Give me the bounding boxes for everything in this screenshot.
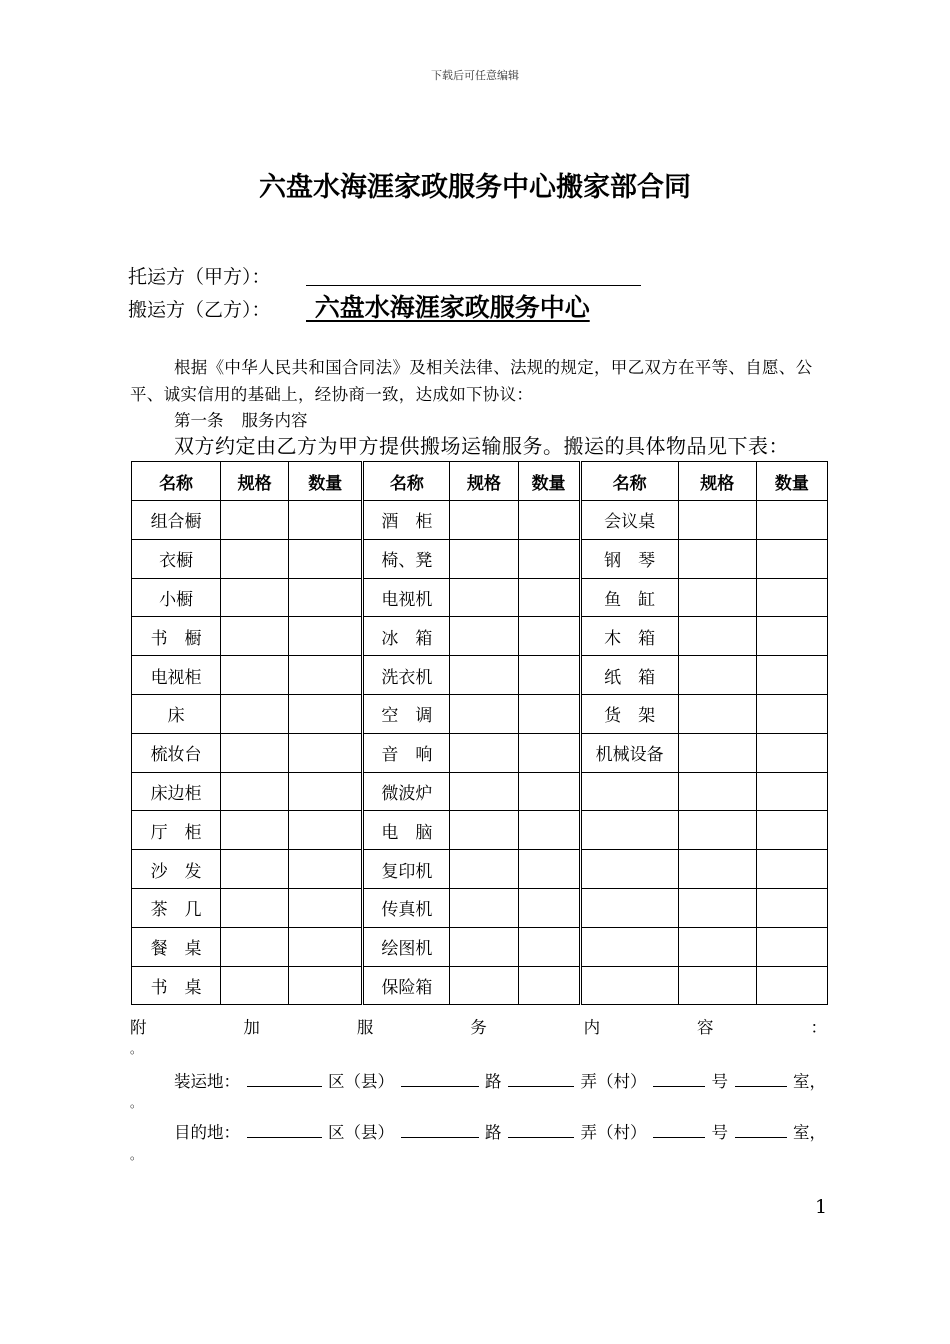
table-row <box>132 501 828 540</box>
item-name-cell: 微波炉 <box>363 772 450 811</box>
item-qty-cell[interactable] <box>289 694 363 733</box>
item-qty-cell[interactable] <box>518 501 580 540</box>
item-spec-cell[interactable] <box>678 927 756 966</box>
table-row <box>132 850 828 889</box>
agreement-text: 双方约定由乙方为甲方提供搬场运输服务。搬运的具体物品见下表： <box>174 434 789 458</box>
col-header: 数量 <box>518 462 580 501</box>
item-name-cell: 床边柜 <box>132 772 221 811</box>
item-name-cell: 梳妆台 <box>132 733 221 772</box>
party-b-label: 搬运方（乙方）： <box>128 299 271 321</box>
col-header: 数量 <box>756 462 827 501</box>
item-qty-cell[interactable] <box>756 656 827 695</box>
period-mark: 。 <box>130 1148 143 1162</box>
item-spec-cell[interactable] <box>678 501 756 540</box>
item-name-cell: 小橱 <box>132 578 221 617</box>
table-row <box>132 694 828 733</box>
item-qty-cell[interactable] <box>289 578 363 617</box>
item-spec-cell[interactable] <box>450 927 518 966</box>
item-spec-cell[interactable] <box>678 888 756 927</box>
table-row <box>132 927 828 966</box>
item-qty-cell[interactable] <box>518 811 580 850</box>
item-qty-cell[interactable] <box>518 850 580 889</box>
col-header: 名称 <box>580 462 678 501</box>
extra-char: 内 <box>583 1018 601 1037</box>
loading-district-label: 区（县） <box>328 1072 394 1091</box>
page-number: 1 <box>815 1196 828 1218</box>
page-title: 六盘水海涯家政服务中心搬家部合同 <box>259 172 691 203</box>
extra-char: ： <box>810 1018 827 1037</box>
item-qty-cell[interactable] <box>756 694 827 733</box>
item-name-cell: 空 调 <box>363 694 450 733</box>
article-1-number: 第一条 <box>174 411 224 430</box>
item-name-cell: 书 桌 <box>132 966 221 1005</box>
item-name-cell <box>580 811 678 850</box>
item-name-cell: 钢 琴 <box>580 539 678 578</box>
item-qty-cell[interactable] <box>756 772 827 811</box>
loading-number-label: 号 <box>711 1072 728 1091</box>
intro-paragraph: 根据《中华人民共和国合同法》及相关法律、法规的规定，甲乙双方在平等、自愿、公平、诚实信用的基础上，经协商一致，达成如下协议： <box>130 358 813 404</box>
item-qty-cell[interactable] <box>289 656 363 695</box>
extra-char: 务 <box>470 1018 487 1037</box>
period-mark: 。 <box>130 1042 143 1056</box>
item-spec-cell[interactable] <box>678 850 756 889</box>
col-header: 规格 <box>678 462 756 501</box>
item-name-cell: 复印机 <box>363 850 450 889</box>
item-qty-cell[interactable] <box>518 888 580 927</box>
item-name-cell: 保险箱 <box>363 966 450 1005</box>
item-spec-cell[interactable] <box>221 501 289 540</box>
item-qty-cell[interactable] <box>289 966 363 1005</box>
loading-label: 装运地： <box>174 1072 240 1091</box>
destination-road-field[interactable] <box>401 1119 479 1138</box>
item-qty-cell[interactable] <box>756 617 827 656</box>
loading-number-field[interactable] <box>653 1068 705 1087</box>
item-qty-cell[interactable] <box>518 927 580 966</box>
loading-road-field[interactable] <box>401 1068 479 1087</box>
loading-room-field[interactable] <box>735 1068 787 1087</box>
extra-service-label <box>130 1014 827 1038</box>
item-qty-cell[interactable] <box>756 966 827 1005</box>
item-name-cell: 音 响 <box>363 733 450 772</box>
table-row <box>132 888 828 927</box>
item-spec-cell[interactable] <box>221 772 289 811</box>
item-name-cell <box>580 927 678 966</box>
period-mark: 。 <box>130 1096 143 1110</box>
extra-char: 加 <box>243 1018 260 1037</box>
item-name-cell: 厅 柜 <box>132 811 221 850</box>
item-spec-cell[interactable] <box>221 539 289 578</box>
item-qty-cell[interactable] <box>756 501 827 540</box>
item-name-cell: 电视柜 <box>132 656 221 695</box>
item-spec-cell[interactable] <box>450 850 518 889</box>
item-spec-cell[interactable] <box>221 888 289 927</box>
table-row <box>132 811 828 850</box>
item-spec-cell[interactable] <box>678 656 756 695</box>
item-name-cell <box>580 772 678 811</box>
item-spec-cell[interactable] <box>221 927 289 966</box>
table-row <box>132 966 828 1005</box>
table-row <box>132 772 828 811</box>
item-name-cell <box>580 888 678 927</box>
col-header: 规格 <box>450 462 518 501</box>
loading-room-label: 室， <box>793 1072 826 1091</box>
loading-lane-field[interactable] <box>508 1068 574 1087</box>
loading-lane-label: 弄（村） <box>580 1072 647 1091</box>
destination-room-field[interactable] <box>735 1119 787 1138</box>
extra-char: 服 <box>356 1018 374 1037</box>
item-spec-cell[interactable] <box>450 694 518 733</box>
destination-room-label: 室， <box>793 1123 826 1142</box>
col-header: 名称 <box>132 462 221 501</box>
item-name-cell <box>580 966 678 1005</box>
item-name-cell: 会议桌 <box>580 501 678 540</box>
col-header: 名称 <box>363 462 450 501</box>
item-name-cell: 茶 几 <box>132 888 221 927</box>
extra-char: 容 <box>697 1018 714 1037</box>
item-qty-cell[interactable] <box>518 617 580 656</box>
item-qty-cell[interactable] <box>289 501 363 540</box>
item-name-cell: 床 <box>132 694 221 733</box>
item-qty-cell[interactable] <box>756 733 827 772</box>
item-name-cell: 组合橱 <box>132 501 221 540</box>
extra-char: 附 <box>130 1018 147 1037</box>
item-spec-cell[interactable] <box>450 966 518 1005</box>
party-a-label: 托运方（甲方）： <box>128 266 271 288</box>
destination-number-label: 号 <box>711 1123 728 1142</box>
item-qty-cell[interactable] <box>289 811 363 850</box>
loading-district-field[interactable] <box>247 1068 322 1087</box>
item-name-cell: 椅、凳 <box>363 539 450 578</box>
item-spec-cell[interactable] <box>678 772 756 811</box>
item-name-cell: 货 架 <box>580 694 678 733</box>
item-spec-cell[interactable] <box>678 694 756 733</box>
item-name-cell: 餐 桌 <box>132 927 221 966</box>
item-spec-cell[interactable] <box>450 578 518 617</box>
item-spec-cell[interactable] <box>450 656 518 695</box>
col-header: 规格 <box>221 462 289 501</box>
destination-district-field[interactable] <box>247 1119 322 1138</box>
item-qty-cell[interactable] <box>756 811 827 850</box>
item-name-cell <box>580 850 678 889</box>
item-spec-cell[interactable] <box>450 501 518 540</box>
destination-label: 目的地： <box>174 1123 240 1142</box>
item-spec-cell[interactable] <box>678 539 756 578</box>
destination-district-label: 区（县） <box>328 1123 394 1142</box>
item-name-cell: 书 橱 <box>132 617 221 656</box>
item-name-cell: 电视机 <box>363 578 450 617</box>
table-row <box>132 539 828 578</box>
destination-number-field[interactable] <box>653 1119 705 1138</box>
item-qty-cell[interactable] <box>756 850 827 889</box>
item-qty-cell[interactable] <box>289 888 363 927</box>
item-name-cell: 洗衣机 <box>363 656 450 695</box>
loading-address <box>174 1068 826 1092</box>
item-name-cell: 衣橱 <box>132 539 221 578</box>
item-spec-cell[interactable] <box>221 966 289 1005</box>
item-qty-cell[interactable] <box>518 966 580 1005</box>
item-spec-cell[interactable] <box>450 539 518 578</box>
item-qty-cell[interactable] <box>756 539 827 578</box>
item-qty-cell[interactable] <box>289 539 363 578</box>
item-qty-cell[interactable] <box>518 733 580 772</box>
header-note: 下载后可任意编辑 <box>431 69 519 82</box>
item-spec-cell[interactable] <box>221 617 289 656</box>
item-name-cell: 沙 发 <box>132 850 221 889</box>
item-qty-cell[interactable] <box>289 772 363 811</box>
item-spec-cell[interactable] <box>221 733 289 772</box>
item-spec-cell[interactable] <box>221 850 289 889</box>
item-name-cell: 传真机 <box>363 888 450 927</box>
item-qty-cell[interactable] <box>756 888 827 927</box>
item-qty-cell[interactable] <box>289 927 363 966</box>
item-spec-cell[interactable] <box>221 578 289 617</box>
item-qty-cell[interactable] <box>518 656 580 695</box>
item-spec-cell[interactable] <box>450 617 518 656</box>
table-row <box>132 656 828 695</box>
destination-lane-field[interactable] <box>508 1119 574 1138</box>
items-table <box>131 461 828 1005</box>
item-qty-cell[interactable] <box>518 539 580 578</box>
item-spec-cell[interactable] <box>678 617 756 656</box>
destination-lane-label: 弄（村） <box>580 1123 647 1142</box>
party-b-value: 六盘水海涯家政服务中心 <box>306 293 590 322</box>
item-spec-cell[interactable] <box>450 733 518 772</box>
item-qty-cell[interactable] <box>289 617 363 656</box>
item-qty-cell[interactable] <box>518 694 580 733</box>
item-spec-cell[interactable] <box>678 578 756 617</box>
col-header: 数量 <box>289 462 363 501</box>
item-name-cell: 木 箱 <box>580 617 678 656</box>
table-row <box>132 617 828 656</box>
item-name-cell: 绘图机 <box>363 927 450 966</box>
item-spec-cell[interactable] <box>450 772 518 811</box>
item-name-cell: 冰 箱 <box>363 617 450 656</box>
item-qty-cell[interactable] <box>289 733 363 772</box>
article-1-title: 服务内容 <box>241 411 308 430</box>
table-header-row <box>132 462 828 501</box>
item-spec-cell[interactable] <box>221 694 289 733</box>
item-spec-cell[interactable] <box>450 811 518 850</box>
item-name-cell: 机械设备 <box>580 733 678 772</box>
table-row <box>132 578 828 617</box>
item-spec-cell[interactable] <box>221 656 289 695</box>
loading-road-label: 路 <box>485 1072 502 1091</box>
item-qty-cell[interactable] <box>518 578 580 617</box>
item-name-cell: 鱼 缸 <box>580 578 678 617</box>
article-1-heading <box>174 407 308 431</box>
table-row <box>132 733 828 772</box>
item-qty-cell[interactable] <box>518 772 580 811</box>
item-spec-cell[interactable] <box>678 811 756 850</box>
destination-road-label: 路 <box>485 1123 502 1142</box>
party-a-field[interactable] <box>306 285 641 286</box>
item-name-cell: 电 脑 <box>363 811 450 850</box>
item-spec-cell[interactable] <box>678 733 756 772</box>
destination-address <box>174 1119 826 1143</box>
item-spec-cell[interactable] <box>221 811 289 850</box>
item-name-cell: 酒 柜 <box>363 501 450 540</box>
item-spec-cell[interactable] <box>450 888 518 927</box>
item-qty-cell[interactable] <box>756 578 827 617</box>
item-qty-cell[interactable] <box>289 850 363 889</box>
item-spec-cell[interactable] <box>678 966 756 1005</box>
item-name-cell: 纸 箱 <box>580 656 678 695</box>
item-qty-cell[interactable] <box>756 927 827 966</box>
